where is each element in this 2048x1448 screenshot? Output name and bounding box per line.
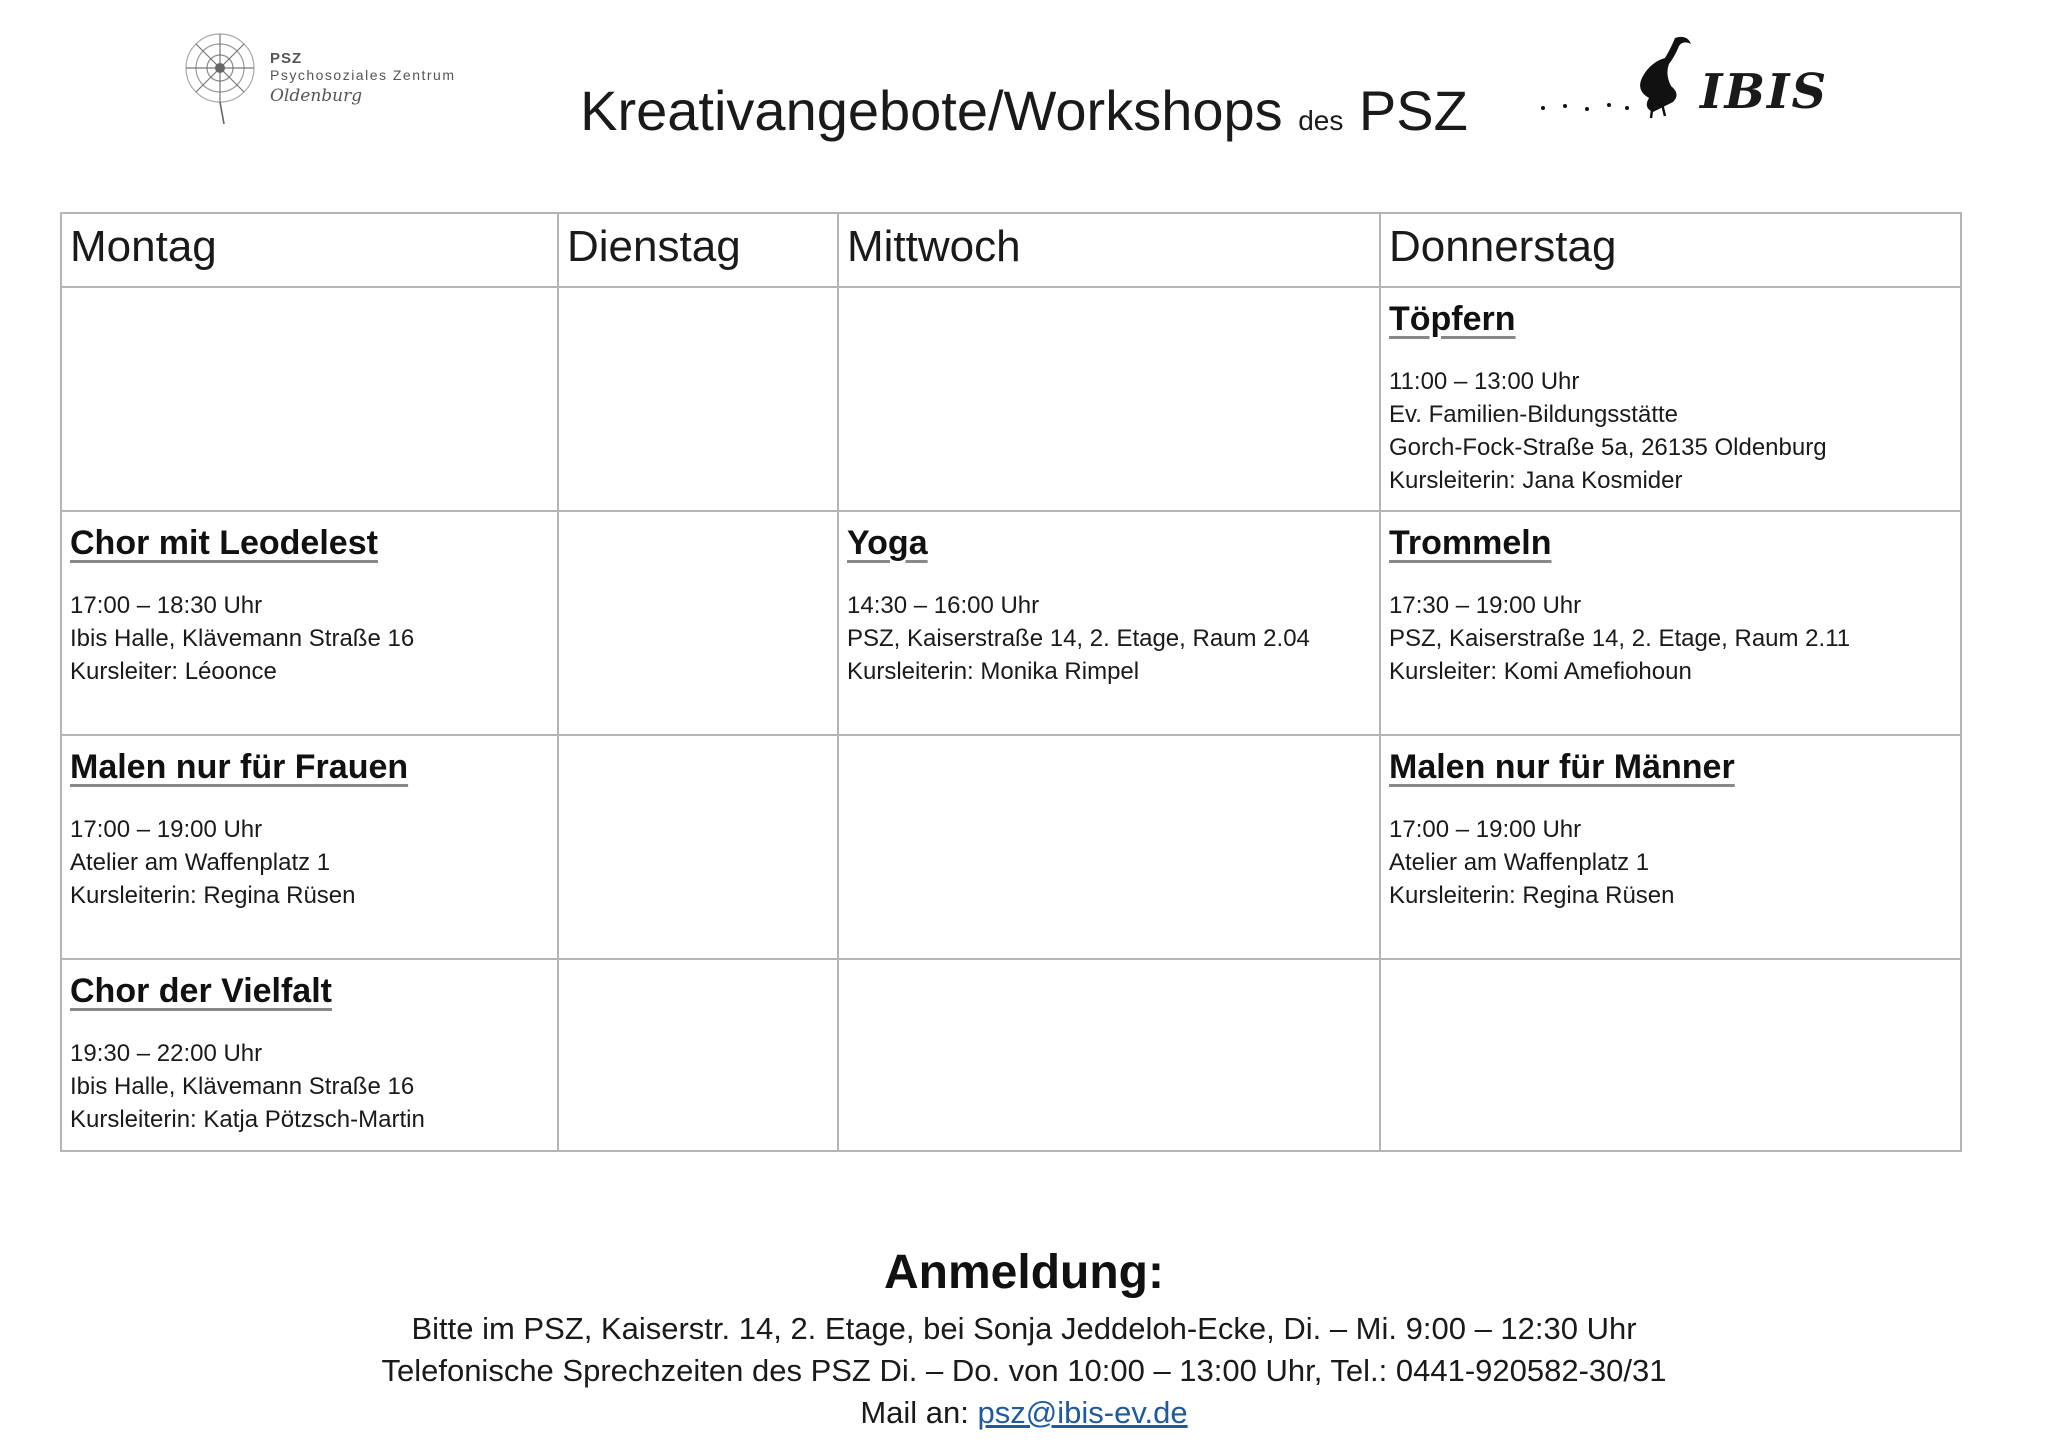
course-info <box>1389 813 1952 912</box>
psz-abbr: PSZ <box>270 50 303 67</box>
empty-cell <box>558 287 838 511</box>
empty-cell <box>558 959 838 1151</box>
course-info <box>1389 589 1952 688</box>
mail-label: Mail an: <box>860 1395 969 1430</box>
psz-name: Psychosoziales Zentrum <box>270 67 456 84</box>
title-end: PSZ <box>1358 79 1468 142</box>
empty-cell <box>838 959 1380 1151</box>
course-time: 14:30 – 16:00 Uhr <box>847 592 1040 619</box>
ibis-wordmark: IBIS <box>1700 64 1829 120</box>
ibis-logo <box>1535 30 1829 130</box>
course-instructor: Kursleiterin: Monika Rimpel <box>847 658 1140 685</box>
course-cell <box>61 735 558 959</box>
empty-cell <box>838 735 1380 959</box>
empty-cell <box>838 287 1380 511</box>
table-row <box>61 959 1961 1151</box>
course-title: Chor der Vielfalt <box>70 972 332 1010</box>
empty-cell <box>1380 959 1961 1151</box>
course-time: 17:00 – 18:30 Uhr <box>70 592 263 619</box>
course-cell <box>1380 735 1961 959</box>
registration-section <box>0 1245 2048 1434</box>
course-time: 19:30 – 22:00 Uhr <box>70 1040 263 1067</box>
course-location: Ibis Halle, Klävemann Straße 16 <box>70 625 415 652</box>
course-address: Gorch-Fock-Straße 5a, 26135 Oldenburg <box>1389 434 1827 461</box>
table-row <box>61 287 1961 511</box>
course-location: PSZ, Kaiserstraße 14, 2. Etage, Raum 2.04 <box>847 625 1310 652</box>
table-row <box>61 735 1961 959</box>
title-small: des <box>1298 105 1344 136</box>
course-info <box>70 1037 549 1136</box>
schedule-table <box>60 212 1962 1152</box>
empty-cell <box>61 287 558 511</box>
title-main: Kreativangebote/Workshops <box>580 79 1283 142</box>
day-header: Mittwoch <box>838 213 1380 287</box>
course-cell <box>1380 287 1961 511</box>
course-info <box>847 589 1371 688</box>
course-info <box>1389 365 1952 497</box>
registration-mail <box>0 1392 2048 1434</box>
day-header: Dienstag <box>558 213 838 287</box>
course-title: Chor mit Leodelest <box>70 524 378 562</box>
course-cell <box>838 511 1380 735</box>
course-time: 11:00 – 13:00 Uhr <box>1389 368 1580 395</box>
psz-city: Oldenburg <box>270 86 363 107</box>
course-location: Atelier am Waffenplatz 1 <box>1389 849 1650 876</box>
course-instructor: Kursleiter: Komi Amefiohoun <box>1389 658 1692 685</box>
course-instructor: Kursleiterin: Jana Kosmider <box>1389 467 1683 494</box>
day-header: Donnerstag <box>1380 213 1961 287</box>
course-cell <box>61 959 558 1151</box>
course-location: Ev. Familien-Bildungsstätte <box>1389 401 1679 428</box>
course-location: Atelier am Waffenplatz 1 <box>70 849 331 876</box>
table-row <box>61 511 1961 735</box>
table-header-row <box>61 213 1961 287</box>
course-location: Ibis Halle, Klävemann Straße 16 <box>70 1073 415 1100</box>
course-time: 17:00 – 19:00 Uhr <box>1389 816 1582 843</box>
heron-icon <box>1535 30 1705 120</box>
registration-heading: Anmeldung: <box>884 1246 1164 1299</box>
course-instructor: Kursleiterin: Katja Pötzsch-Martin <box>70 1106 425 1133</box>
course-title: Malen nur für Frauen <box>70 748 409 786</box>
course-location: PSZ, Kaiserstraße 14, 2. Etage, Raum 2.11 <box>1389 625 1851 652</box>
course-title: Yoga <box>847 524 928 562</box>
empty-cell <box>558 735 838 959</box>
course-instructor: Kursleiter: Léoonce <box>70 658 277 685</box>
course-info <box>70 589 549 688</box>
course-instructor: Kursleiterin: Regina Rüsen <box>70 882 356 909</box>
empty-cell <box>558 511 838 735</box>
course-time: 17:30 – 19:00 Uhr <box>1389 592 1582 619</box>
registration-phone-hours: Telefonische Sprechzeiten des PSZ Di. – Do. von 10:00 – 13:00 Uhr, Tel.: 0441-920582-30/31 <box>381 1353 1667 1388</box>
course-title: Trommeln <box>1389 524 1552 562</box>
course-instructor: Kursleiterin: Regina Rüsen <box>1389 882 1675 909</box>
course-cell <box>61 511 558 735</box>
course-time: 17:00 – 19:00 Uhr <box>70 816 263 843</box>
course-title: Malen nur für Männer <box>1389 748 1735 786</box>
course-title: Töpfern <box>1389 300 1516 338</box>
registration-office-hours: Bitte im PSZ, Kaiserstr. 14, 2. Etage, bei Sonja Jeddeloh-Ecke, Di. – Mi. 9:00 – 12:30 Uhr <box>411 1311 1637 1346</box>
course-cell <box>1380 511 1961 735</box>
day-header: Montag <box>61 213 558 287</box>
mail-link[interactable]: psz@ibis-ev.de <box>977 1395 1188 1430</box>
course-info <box>70 813 549 912</box>
